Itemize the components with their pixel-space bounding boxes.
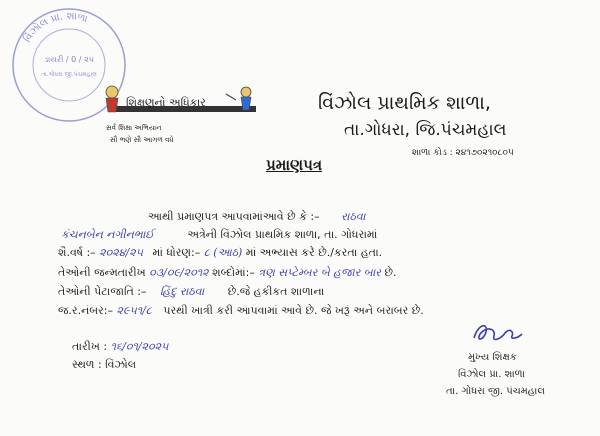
- certificate-heading: પ્રમાણપત્ર: [266, 156, 323, 174]
- gr-label: જ.ર.નંબર:–: [58, 304, 114, 317]
- logo-title: શિક્ષણનો અધિકાર: [126, 96, 206, 109]
- dob-words-label: શબ્દોમાં:–: [212, 266, 255, 279]
- student-name: કંચનબેન નગીનભાઈ: [61, 228, 154, 241]
- gr-number: ૨૯૫૧/૮: [116, 304, 152, 317]
- standard-value: ૮ (આઠ): [203, 246, 243, 259]
- date-line: [72, 340, 168, 354]
- place-line: સ્થળ : વિંઝોલ: [72, 358, 137, 371]
- line1-label: આથી પ્રમાણપત્ર આપવામાંઆવે છે કે :–: [148, 210, 320, 223]
- signatory-place: તા. ગોધરા જી. પંચમહાલ: [446, 386, 545, 397]
- signatory-school: વિંઝોલ પ્રા. શાળા: [458, 369, 525, 380]
- school-code: શાળા કોડ : ૨૪૧૭૦૨૧૦૮૦૫: [412, 148, 514, 158]
- line3-end: માં અભ્યાસ કરે છે./કરતા હતા.: [245, 246, 383, 259]
- body-line-5: [58, 285, 324, 299]
- student-surname: રાઠવા: [341, 210, 366, 223]
- school-place: તા.ગોધરા, જિ.પંચમહાલ: [344, 120, 507, 140]
- stamp-handwritten: તા.ગોધરા જી.પંચમહાલ: [41, 71, 97, 78]
- line6-end: પરથી ખાત્રી કરી આપવામાં આવે છે. જે ખરૂં અને બરાબર છે.: [163, 304, 424, 317]
- dob-label: તેઓની જન્મતારીખ: [58, 266, 146, 279]
- body-line-6: [58, 304, 424, 318]
- stamp-code: ડાયરી / 0 / ૨૫: [44, 55, 94, 64]
- signatory-role: મુખ્ય શિક્ષક: [468, 352, 517, 363]
- body-line-4: [58, 266, 396, 280]
- year-label: શૈ.વર્ષ :–: [58, 246, 96, 259]
- headmaster-signature: [456, 318, 536, 348]
- subcaste-value: હિંદુ રાઠવા: [159, 285, 205, 298]
- body-line-2: [61, 228, 377, 242]
- line4-end: છે.: [384, 266, 397, 279]
- logo-slogan: સૌ ભણે સૌ આગળ વધે: [110, 136, 174, 144]
- svg-text:વિંઝોલ પ્રા. શાળા: [21, 11, 90, 45]
- dob-words: ત્રણ સપ્ટેમ્બર બે હજાર બાર: [258, 266, 381, 279]
- body-line-3: [58, 246, 382, 260]
- subcaste-label: તેઓની પેટાજાતિ :–: [58, 285, 147, 298]
- line2-text: અત્રેની વિંઝોલ પ્રાથમિક શાળા, તા. ગોધરામાં: [187, 228, 378, 241]
- logo-subtitle: સર્વ શિક્ષા અભિયાન: [106, 124, 162, 132]
- line5-end: છે.જે હકીકત શાળાના: [227, 285, 325, 298]
- academic-year: ૨૦૨૪/૨૫: [99, 246, 143, 259]
- dob-value: ૦૩/૦૯/૨૦૧૨: [149, 266, 209, 279]
- body-line-1: [148, 210, 365, 224]
- standard-label: માં ધોરણ:–: [152, 246, 201, 259]
- school-name: વિંઝોલ પ્રાથમિક શાળા,: [318, 92, 491, 114]
- date-label: તારીખ :: [72, 340, 108, 353]
- stamp-ring-text: વિંઝોલ પ્રા. શાળા: [21, 10, 89, 45]
- date-value: ૧૬/૦૧/૨૦૨૫: [110, 340, 169, 353]
